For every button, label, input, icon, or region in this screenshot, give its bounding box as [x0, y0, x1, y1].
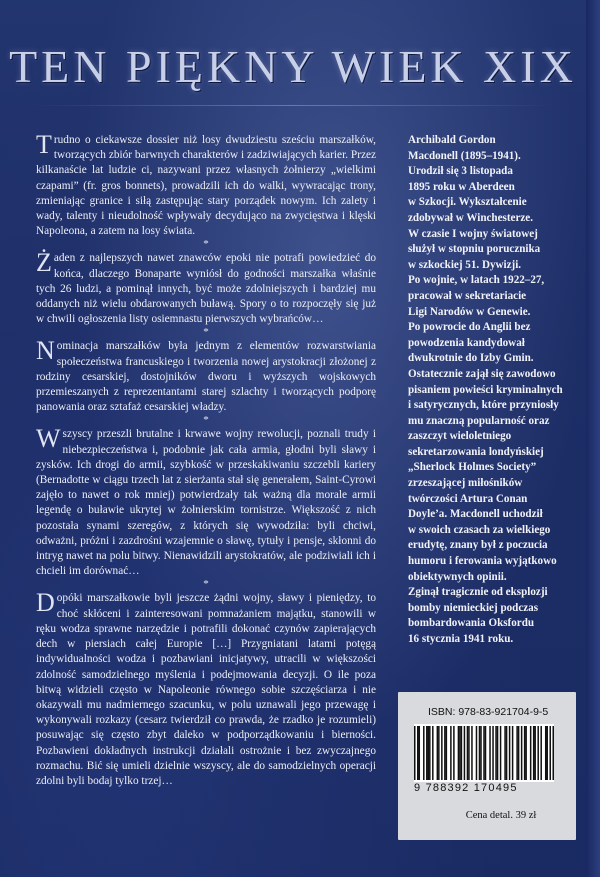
bio-line: dwukrotnie do Izby Gmin.: [408, 352, 534, 365]
bio-line: W czasie I wojny światowej: [408, 227, 538, 240]
bio-line: zaszczyt wieloletniego: [408, 430, 512, 443]
drop-cap: Ż: [36, 248, 52, 278]
bio-line: twórczości Artura Conan: [408, 492, 528, 505]
barcode-bar: [423, 726, 425, 780]
barcode-bar: [438, 726, 440, 780]
barcode-bar: [458, 726, 460, 780]
barcode-bar: [479, 726, 481, 780]
bio-line: humoru i ferowania wyjątkowo: [408, 555, 557, 568]
bio-line: w swoich czasach za wielkiego: [408, 523, 551, 536]
bio-line: zdobywał w Winchesterze.: [408, 211, 533, 224]
bio-line: Macdonell (1895–1941).: [408, 149, 521, 162]
barcode-bar: [534, 726, 536, 780]
bio-line: bomby niemieckiej podczas: [408, 601, 539, 614]
bio-line: pisaniem powieści kryminalnych: [408, 383, 563, 396]
barcode-bars: [414, 724, 554, 782]
barcode-bar: [489, 726, 491, 780]
barcode-bar: [428, 726, 430, 780]
book-spine-edge: [586, 0, 600, 877]
barcode-bar: [540, 726, 542, 780]
paragraph-text: szyscy przeszli brutalne i krwawe wojny rewolucji, poznali trudy i niebezpieczeństwa i, podobnie jak cała armia, głodni byli sławy i zysków. Ich drogi do armii, szybkość w przeskakiwaniu szczebli kariery (Bernadotte w ciągu trzech lat z sierżanta stał się generałem, Saint-Cyrowi zajęło to nawet o rok mniej) potwierdzały tak ważną dla morale armii legendę o buławie ukrytej w żołnierskim tornistrze. Większość z nich pozostała synami szeregów, z których się wywodziła: byli chciwi, odważni, próżni i zazdrośni wzajemnie o sławę, tytuły i pensje, skłonni do intryg nawet na polu bitwy. Nienawidzili arystokratów, ale podziwiali ich i chcieli im dorównać…: [36, 428, 376, 578]
blurb-paragraph-2: [36, 248, 376, 327]
bio-line: Ostatecznie zajął się zawodowo: [408, 367, 556, 380]
isbn-label: ISBN: 978-83-921704-9-5: [428, 706, 549, 718]
bio-line: Ligi Narodów w Genewie.: [408, 305, 531, 318]
bio-line: Zginął tragicznie od eksplozji: [408, 586, 548, 599]
barcode-bar: [432, 726, 434, 780]
bio-line: w Szkocji. Wykształcenie: [408, 196, 527, 209]
bio-line: Po powrocie do Anglii bez: [408, 321, 531, 334]
cover-title: TEN PIĘKNY WIEK XIX: [9, 41, 577, 92]
bio-line: erudytę, znany był z poczucia: [408, 539, 548, 552]
barcode-bar: [467, 726, 469, 780]
bio-line: służył w stopniu porucznika: [408, 243, 541, 256]
bio-line: mu znaczną popularność oraz: [408, 414, 550, 427]
separator-star: *: [203, 238, 209, 251]
blurb-paragraph-5: [36, 588, 376, 789]
barcode-bar: [506, 726, 508, 780]
blurb-paragraph-4: [36, 424, 376, 579]
barcode-bar: [525, 726, 527, 780]
barcode-bar: [444, 726, 446, 780]
blurb-text: [36, 130, 376, 789]
separator-star: *: [203, 326, 209, 339]
drop-cap: W: [36, 424, 61, 454]
barcode-bar: [537, 726, 539, 780]
barcode-bar: [524, 726, 526, 780]
paragraph-text: aden z najlepszych nawet znawców epoki nie potrafi powiedzieć do końca, dlaczego Bonaparte wyniósł do godności marszałka właśnie tych 26 ludzi, a pominął innych, być może zdolniejszych i bardziej mu oddanych niż wielu obdarowanych buławą. Spory o to rozpoczęły się już w chwili ogłoszenia listy osiemnastu pierwszych wybrańców…: [36, 252, 376, 326]
paragraph-text: opóki marszałkowie byli jeszcze żądni wojny, sławy i pieniędzy, to choć skłóceni i zainteresowani pomnażaniem majątku, stanowili w ręku wodza sprawne narzędzie i potrafili dokonać czynów zapierających dech w piersiach całej Europie […] Przygniatani latami potęgą indywidualności wodza i pozbawiani inicjatywy, utracili w większości zdolność samodzielnego myślenia i podejmowania decyzji. O ile poza bitwą widzieli często w Napoleonie równego sobie szczęściarza i nie okazywali mu nadmiernego szacunku, w polu uznawali jego przewagę i wykonywali rozkazy (cesarz twierdził co prawda, że rzadko je rozumieli) posuwając się często zbyt daleko w podporządkowaniu i bierności. Pozbawieni dokładnych instrukcji działali ostrożnie i bez zwyczajnego rozmachu. Bić się umieli dzielnie wszyscy, ale do samodzielnych operacji zdolni byli bodaj tylko trzej…: [36, 592, 376, 787]
barcode-bar: [464, 726, 466, 780]
barcode-bar: [549, 726, 551, 780]
barcode-bar: [518, 726, 520, 780]
drop-cap: T: [36, 130, 52, 159]
barcode-bar: [509, 726, 511, 780]
author-bio: [408, 133, 578, 648]
barcode-bar: [497, 726, 499, 780]
barcode-bar: [437, 726, 439, 780]
barcode-bar: [552, 726, 554, 780]
bio-line: i satyrycznych, które przyniosły: [408, 399, 559, 412]
barcode-bar: [546, 726, 548, 780]
bio-line: 16 stycznia 1941 roku.: [408, 633, 514, 645]
barcode-bar: [429, 726, 431, 780]
barcode: [414, 724, 554, 782]
bio-line: Archibald Gordon: [408, 134, 496, 146]
barcode-bar: [426, 726, 428, 780]
bio-line: powodzenia kandydował: [408, 336, 525, 349]
blurb-paragraph-3: [36, 336, 376, 415]
bio-line: 1895 roku w Aberdeen: [408, 180, 515, 193]
barcode-bar: [500, 726, 502, 780]
barcode-bar: [533, 726, 535, 780]
barcode-bar: [483, 726, 485, 780]
drop-cap: N: [36, 336, 55, 366]
barcode-bar: [480, 726, 482, 780]
separator-star: *: [203, 578, 209, 591]
blurb-paragraph-1: [36, 130, 376, 239]
bio-line: sekretarzowania londyńskiej: [408, 445, 544, 458]
barcode-bar: [414, 726, 416, 780]
barcode-bar: [516, 726, 518, 780]
price-label: Cena detal. 39 zł: [465, 810, 537, 821]
bio-line: Urodził się 3 listopada: [408, 165, 513, 178]
barcode-bar: [461, 726, 463, 780]
barcode-bar: [419, 726, 421, 780]
barcode-bar: [471, 726, 473, 780]
drop-cap: D: [36, 588, 55, 618]
barcode-bar: [453, 726, 455, 780]
title-divider: [30, 105, 556, 106]
bio-line: „Sherlock Holmes Society”: [408, 461, 537, 474]
bio-line: zrzeszającej miłośników: [408, 477, 523, 490]
barcode-bar: [450, 726, 452, 780]
barcode-bar: [446, 726, 448, 780]
barcode-bar: [512, 726, 514, 780]
bio-line: Po wojnie, w latach 1922–27,: [408, 274, 545, 287]
barcode-bar: [495, 726, 497, 780]
bio-line: obiektywnych opinii.: [408, 570, 507, 583]
barcode-bar: [417, 726, 419, 780]
barcode-digits: 9 788392 170495: [414, 782, 518, 794]
barcode-bar: [530, 726, 532, 780]
barcode-panel: [398, 692, 576, 840]
separator-star: *: [203, 414, 209, 427]
barcode-bar: [441, 726, 443, 780]
barcode-bar: [476, 726, 478, 780]
bio-line: pracował w sekretariacie: [408, 289, 527, 302]
paragraph-text: ominacja marszałków była jednym z elementów rozwarstwiania społeczeństwa francuskiego i tworzenia nowej arystokracji złożonej z rodziny cesarskiej, dostojników dworu i wyższych wojskowych przemieszanych z reprezentantami starej szlachty i tworzących podporę panowania oraz sztafaż cesarskiej władzy.: [36, 340, 376, 414]
bio-line: w szkockiej 51. Dywizji.: [408, 258, 522, 271]
paragraph-text: rudno o ciekawsze dossier niż losy dwudziestu sześciu marszałków, tworzących zbiór barwnych charakterów i zadziwiających karier. Przez kilkanaście lat ludzie ci, nazywani przez własnych żołnierzy „wielkimi czapami” (fr. gros bonnets), prowadzili ich do walki, wywracając trony, zmieniając granice i siłą zastępując stary porządek nowym. Ich zalety i wady, talenty i nieudolność wpływały decydująco na zwycięstwa i klęski Napoleona, a zatem na losy świata.: [36, 134, 376, 238]
barcode-bar: [521, 726, 523, 780]
barcode-bar: [485, 726, 487, 780]
barcode-bar: [504, 726, 506, 780]
bio-line: Doyle’a. Macdonell uchodził: [408, 508, 543, 521]
barcode-bar: [492, 726, 494, 780]
barcode-bar: [468, 726, 470, 780]
barcode-bar: [545, 726, 547, 780]
barcode-bar: [459, 726, 461, 780]
bio-line: bombardowania Oksfordu: [408, 617, 535, 630]
